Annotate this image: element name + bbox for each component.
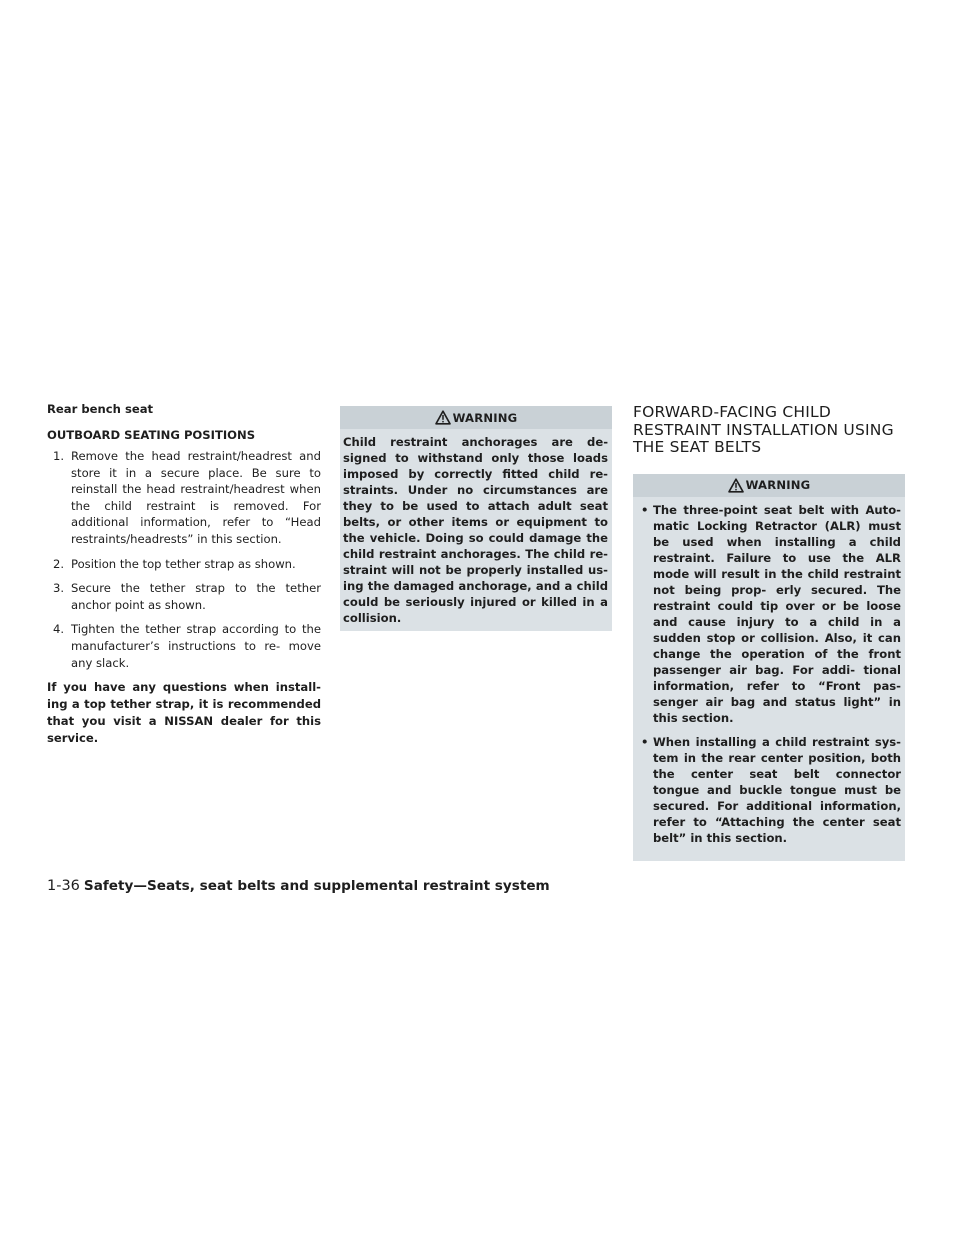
warning-triangle-icon (728, 478, 744, 493)
page-footer (47, 877, 550, 895)
warning-text: Child restraint anchorages are de- signed to withstand only those loads imposed by correctly fitted child re- straints. Under no circumstances are they to be used to attach adult seat belts, or other items or equipment to the vehicle. Doing so could damage the child restraint anchorages. The child re- straint will not be properly installed us- ing the damaged anchorage, and a child could be seriously injured or killed in a collision. (343, 435, 608, 625)
step-number: 4. (53, 622, 65, 637)
step-item (47, 556, 321, 573)
warning-label: WARNING (452, 410, 518, 425)
warning-bullet-list (639, 502, 901, 846)
step-text: Position the top tether strap as shown. (71, 556, 296, 571)
bullet-text: When installing a child restraint sys- tem in the rear center position, both the center seat belt connector tongue and buckle tongue must be secured. For additional information, refer to “Attaching the center seat belt” in this section. (653, 734, 901, 845)
warning-label: WARNING (745, 478, 811, 492)
step-text: Remove the head restraint/headrest and store it in a secure place. Be sure to reinstall the head restraint/headrest when the child restraint is removed. For additional information, refer to “Head restraints/headrests” in this section. (71, 449, 321, 546)
bullet-text: The three-point seat belt with Auto- matic Locking Retractor (ALR) must be used when installing a child restraint. Failure to use the ALR mode will result in the child restraint not being prop- erly secured. The restraint could tip over or be loose and cause injury to a child in a sudden stop or collision. Also, it can change the operation of the front passenger air bag. For addi- tional information, refer to “Front pas- senger air bag and status light” in this section. (653, 502, 901, 725)
warning-triangle-icon (435, 410, 451, 425)
warning-box (633, 474, 905, 861)
section-title: FORWARD-FACING CHILD RESTRAINT INSTALLATION USING THE SEAT BELTS (633, 403, 894, 456)
step-number: 1. (53, 449, 65, 463)
warning-header (340, 406, 612, 429)
warning-header (633, 474, 905, 497)
dealer-note: If you have any questions when install- ing a top tether strap, it is recommended that you visit a NISSAN dealer for this service. (47, 680, 321, 745)
step-number: 2. (53, 556, 65, 571)
bullet-marker: • (641, 734, 649, 749)
steps-list (47, 448, 321, 671)
step-item (47, 621, 321, 671)
step-number: 3. (53, 581, 65, 596)
column-right (633, 404, 905, 861)
page-number: 1-36 (47, 878, 80, 894)
bullet-marker: • (641, 502, 649, 517)
step-item (47, 580, 321, 613)
warning-content (633, 497, 905, 861)
step-text: Tighten the tether strap according to the manufacturer’s instructions to re- move any slack. (71, 622, 321, 670)
warning-bullet (639, 502, 901, 726)
subsection-heading: OUTBOARD SEATING POSITIONS (47, 428, 256, 442)
warning-bullet (639, 734, 901, 846)
column-left (47, 402, 321, 746)
chapter-title: Safety—Seats, seat belts and supplemental restraint system (83, 878, 550, 894)
step-item (47, 448, 321, 548)
section-heading: Rear bench seat (47, 402, 154, 416)
step-text: Secure the tether strap to the tether anchor point as shown. (71, 581, 321, 612)
column-middle (340, 406, 612, 631)
warning-box (340, 406, 612, 631)
